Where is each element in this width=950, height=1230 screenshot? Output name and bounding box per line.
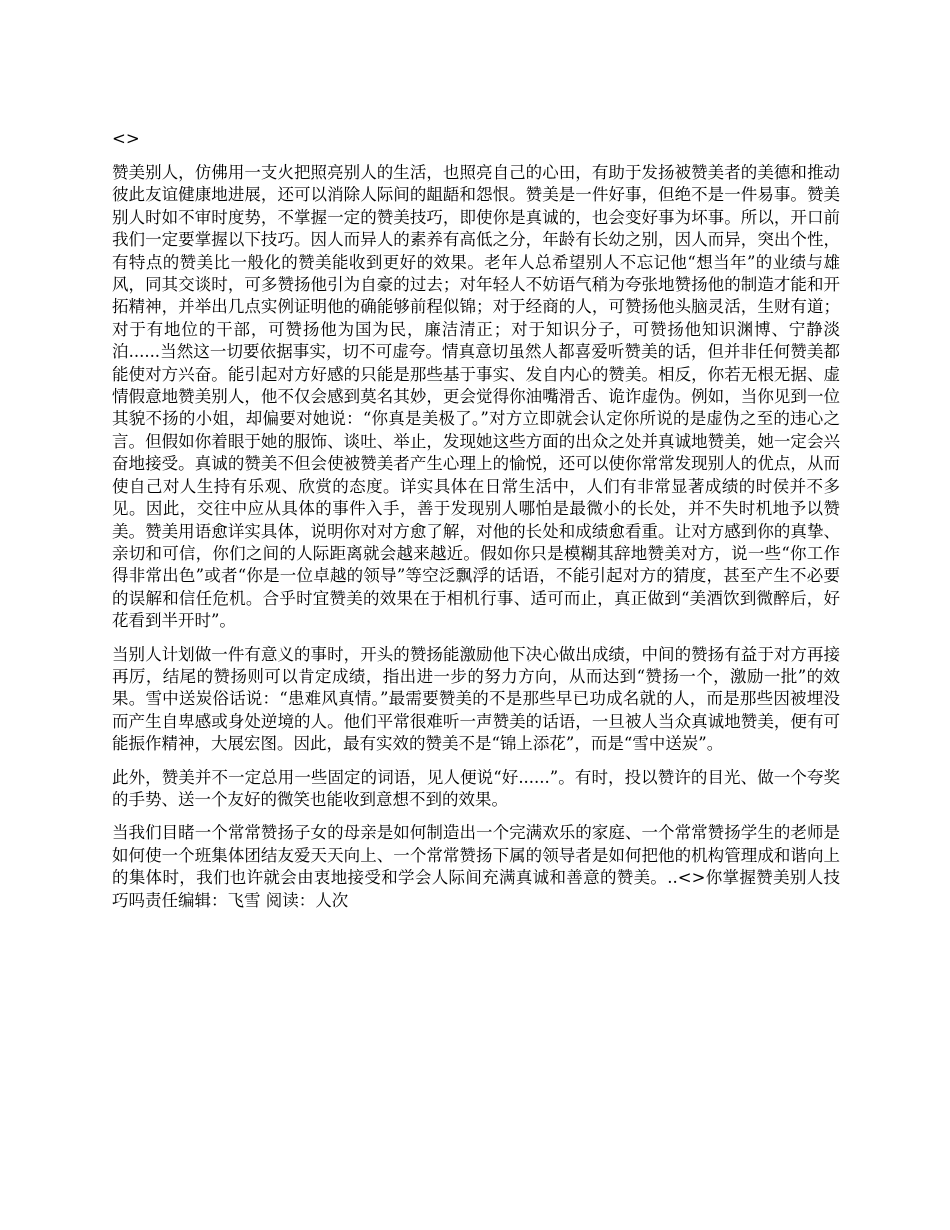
- document-body: [112, 128, 840, 923]
- paragraph-2: 当别人计划做一件有意义的事时，开头的赞扬能激励他下决心做出成绩，中间的赞扬有益于对方再接再厉，结尾的赞扬则可以肯定成绩，指出进一步的努力方向，从而达到“赞扬一个，激励一批”的效果。雪中送炭俗话说：“患难风真情。”最需要赞美的不是那些早已功成名就的人，而是那些因被埋没而产生自卑感或身处逆境的人。他们平常很难听一声赞美的话语，一旦被人当众真诚地赞美，便有可能振作精神，大展宏图。因此，最有实效的赞美不是“锦上添花”，而是“雪中送炭”。: [112, 644, 840, 754]
- paragraph-1: 赞美别人，仿佛用一支火把照亮别人的生活，也照亮自己的心田，有助于发扬被赞美者的美德和推动彼此友谊健康地进展，还可以消除人际间的龃龉和怨恨。赞美是一件好事，但绝不是一件易事。赞美别人时如不审时度势，不掌握一定的赞美技巧，即使你是真诚的，也会变好事为坏事。所以，开口前我们一定要掌握以下技巧。因人而异人的素养有高低之分，年龄有长幼之别，因人而异，突出个性，有特点的赞美比一般化的赞美能收到更好的效果。老年人总希望别人不忘记他“想当年”的业绩与雄风，同其交谈时，可多赞扬他引为自豪的过去；对年轻人不妨语气稍为夸张地赞扬他的制造才能和开拓精神，并举出几点实例证明他的确能够前程似锦；对于经商的人，可赞扬他头脑灵活，生财有道；对于有地位的干部，可赞扬他为国为民，廉洁清正；对于知识分子，可赞扬他知识渊博、宁静淡泊......当然这一切要依据事实，切不可虚夸。情真意切虽然人都喜爱听赞美的话，但并非任何赞美都能使对方兴奋。能引起对方好感的只能是那些基于事实、发自内心的赞美。相反，你若无根无据、虚情假意地赞美别人，他不仅会感到莫名其妙，更会觉得你油嘴滑舌、诡诈虚伪。例如，当你见到一位其貌不扬的小姐，却偏要对她说：“你真是美极了。”对方立即就会认定你所说的是虚伪之至的违心之言。但假如你着眼于她的服饰、谈吐、举止，发现她这些方面的出众之处并真诚地赞美，她一定会兴奋地接受。真诚的赞美不但会使被赞美者产生心理上的愉悦，还可以使你常常发现别人的优点，从而使自己对人生持有乐观、欣赏的态度。详实具体在日常生活中，人们有非常显著成绩的时侯并不多见。因此，交往中应从具体的事件入手，善于发现别人哪怕是最微小的长处，并不失时机地予以赞美。赞美用语愈详实具体，说明你对对方愈了解，对他的长处和成绩愈看重。让对方感到你的真挚、亲切和可信，你们之间的人际距离就会越来越近。假如你只是模糊其辞地赞美对方，说一些“你工作得非常出色”或者“你是一位卓越的领导”等空泛飘浮的话语，不能引起对方的猜度，甚至产生不必要的误解和信任危机。合乎时宜赞美的效果在于相机行事、适可而止，真正做到“美酒饮到微醉后，好花看到半开时”。: [112, 163, 840, 631]
- paragraph-3: 此外，赞美并不一定总用一些固定的词语，见人便说“好......”。有时，投以赞许的目光、做一个夸奖的手势、送一个友好的微笑也能收到意想不到的效果。: [112, 767, 840, 809]
- document-heading: <>: [112, 129, 140, 148]
- paragraph-4: 当我们目睹一个常常赞扬子女的母亲是如何制造出一个完满欢乐的家庭、一个常常赞扬学生的老师是如何使一个班集体团结友爱天天向上、一个常常赞扬下属的领导者是如何把他的机构管理成和谐向上的集体时，我们也许就会由衷地接受和学会人际间充满真诚和善意的赞美。..<>你掌握赞美别人技巧吗责任编辑：飞雪 阅读：人次: [112, 823, 840, 910]
